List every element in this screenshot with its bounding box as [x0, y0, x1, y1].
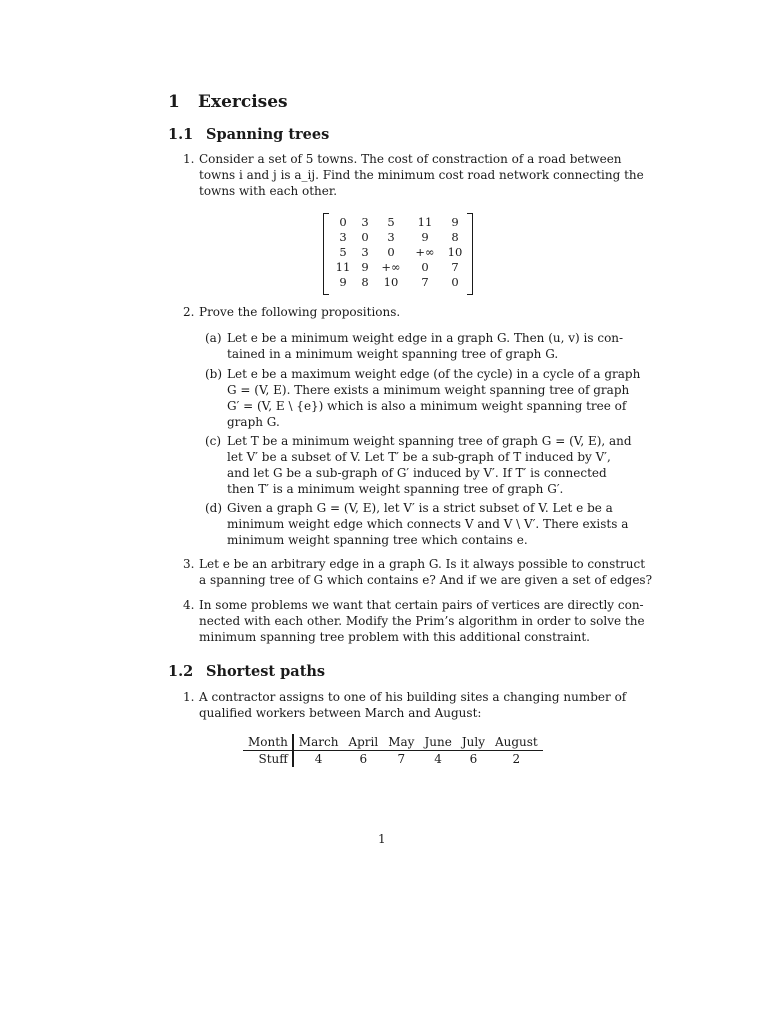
matrix-cell: 3	[361, 215, 369, 229]
ex1-line1: Consider a set of 5 towns. The cost of constraction of a road between	[199, 152, 622, 166]
table-cell: July	[457, 734, 490, 751]
ex2-c-line4: then T′ is a minimum weight spanning tree of graph G′.	[227, 482, 564, 496]
shortest-path-1-text	[199, 689, 626, 721]
exercise-3-text	[199, 556, 652, 588]
ex2-b-line1: Let e be a maximum weight edge (of the cycle) in a cycle of a graph	[227, 367, 641, 381]
matrix-cell: 3	[339, 230, 347, 244]
ex2-c-text	[227, 433, 632, 497]
table-cell: 7	[397, 752, 406, 766]
ex2-c-line1: Let T be a minimum weight spanning tree of graph G = (V, E), and	[227, 434, 632, 448]
table-cell: March	[293, 734, 344, 751]
subsection-number: 1.2	[168, 663, 194, 680]
matrix-cell: 11	[417, 215, 433, 229]
cost-matrix	[323, 213, 473, 293]
ex4-line2: nected with each other. Modify the Prim’s algorithm in order to solve the	[199, 614, 645, 628]
matrix-cell: 9	[451, 215, 459, 229]
ex2-b-line2: G = (V, E). There exists a minimum weight spanning tree of graph	[227, 383, 630, 397]
ex2-b-label: (b)	[205, 367, 223, 381]
matrix-cell: 0	[451, 275, 459, 289]
ex2-d-line1: Given a graph G = (V, E), let V′ is a strict subset of V. Let e be a	[227, 501, 613, 515]
sp1-line2: qualified workers between March and August:	[199, 706, 482, 720]
shortest-path-1-number: 1.	[183, 690, 195, 704]
matrix-cell: 0	[421, 260, 429, 274]
matrix-cell: 0	[339, 215, 347, 229]
matrix-cell: 3	[361, 245, 369, 259]
table-cell: 4	[314, 752, 323, 766]
staff-table	[243, 734, 543, 767]
subsection-title-shortest-paths	[168, 663, 325, 680]
exercise-2-intro: Prove the following propositions.	[199, 305, 401, 319]
ex2-a-line2: tained in a minimum weight spanning tree of graph G.	[227, 347, 559, 361]
table-cell: 6	[469, 752, 478, 766]
matrix-cell: +∞	[415, 245, 435, 259]
ex2-b-text	[227, 366, 640, 430]
subsection-number: 1.1	[168, 126, 194, 143]
matrix-cell: +∞	[381, 260, 401, 274]
ex2-a-text	[227, 330, 623, 362]
matrix-cell: 7	[451, 260, 459, 274]
ex2-a-line1: Let e be a minimum weight edge in a graph G. Then (u, v) is con-	[227, 331, 624, 345]
subsection-title-text: Spanning trees	[206, 126, 330, 143]
ex2-b-line3: G′ = (V, E \ {e}) which is also a minimum weight spanning tree of	[227, 399, 627, 413]
matrix-cell: 8	[451, 230, 459, 244]
table-cell: 4	[434, 752, 442, 766]
matrix-cell: 11	[335, 260, 351, 274]
ex3-line2: a spanning tree of G which contains e? And if we are given a set of edges?	[199, 573, 653, 587]
section-title	[168, 92, 288, 112]
ex2-c-label: (c)	[205, 434, 222, 448]
matrix-cell: 7	[421, 275, 429, 289]
table-cell: 2	[512, 752, 521, 766]
matrix-cell: 9	[339, 275, 347, 289]
exercise-1-text	[199, 151, 644, 199]
ex2-d-line2: minimum weight edge which connects V and V \ V′. There exists a	[227, 517, 629, 531]
ex3-line1: Let e be an arbitrary edge in a graph G. Is it always possible to construct	[199, 557, 646, 571]
matrix-cell: 5	[387, 215, 395, 229]
matrix-cell: 8	[361, 275, 369, 289]
matrix-cell: 0	[387, 245, 395, 259]
ex4-line1: In some problems we want that certain pairs of vertices are directly con-	[199, 598, 644, 612]
exercise-4-number: 4.	[183, 598, 195, 612]
ex2-c-line3: and let G be a sub-graph of G′ induced by V′. If T′ is connected	[227, 466, 607, 480]
table-cell: May	[383, 734, 419, 751]
section-title-text: Exercises	[198, 92, 288, 112]
ex2-b-line4: graph G.	[227, 415, 280, 429]
table-cell: August	[490, 734, 543, 751]
matrix-cell: 10	[447, 245, 463, 259]
exercise-4-text	[199, 597, 645, 645]
exercise-2-number: 2.	[183, 305, 195, 319]
matrix-cell: 5	[339, 245, 347, 259]
matrix-cell: 10	[383, 275, 399, 289]
ex2-d-text	[227, 500, 628, 548]
table-cell: 6	[359, 752, 368, 766]
matrix-cell: 9	[361, 260, 369, 274]
exercise-3-number: 3.	[183, 557, 195, 571]
sp1-line1: A contractor assigns to one of his building sites a changing number of	[199, 690, 627, 704]
table-row-label: Stuff	[243, 751, 293, 768]
section-number: 1	[168, 92, 180, 112]
table-row-months	[243, 734, 543, 751]
subsection-title-spanning-trees	[168, 126, 329, 143]
table-cell: June	[419, 734, 456, 751]
ex1-line2: towns i and j is a_ij. Find the minimum cost road network connecting the	[199, 168, 644, 182]
matrix-cell: 9	[421, 230, 429, 244]
ex2-d-line3: minimum weight spanning tree which contains e.	[227, 533, 528, 547]
ex4-line3: minimum spanning tree problem with this additional constraint.	[199, 630, 590, 644]
ex2-c-line2: let V′ be a subset of V. Let T′ be a sub-graph of T induced by V′,	[227, 450, 611, 464]
table-cell: April	[343, 734, 383, 751]
table-row-label: Month	[243, 734, 293, 751]
subsection-title-text: Shortest paths	[206, 663, 326, 680]
page-number: 1	[378, 832, 386, 846]
ex2-d-label: (d)	[205, 501, 223, 515]
matrix-cell: 0	[361, 230, 369, 244]
exercise-1-number: 1.	[183, 152, 195, 166]
table-row-stuff	[243, 751, 543, 768]
ex2-a-label: (a)	[205, 331, 222, 345]
ex1-line3: towns with each other.	[199, 184, 338, 198]
matrix-cell: 3	[387, 230, 395, 244]
